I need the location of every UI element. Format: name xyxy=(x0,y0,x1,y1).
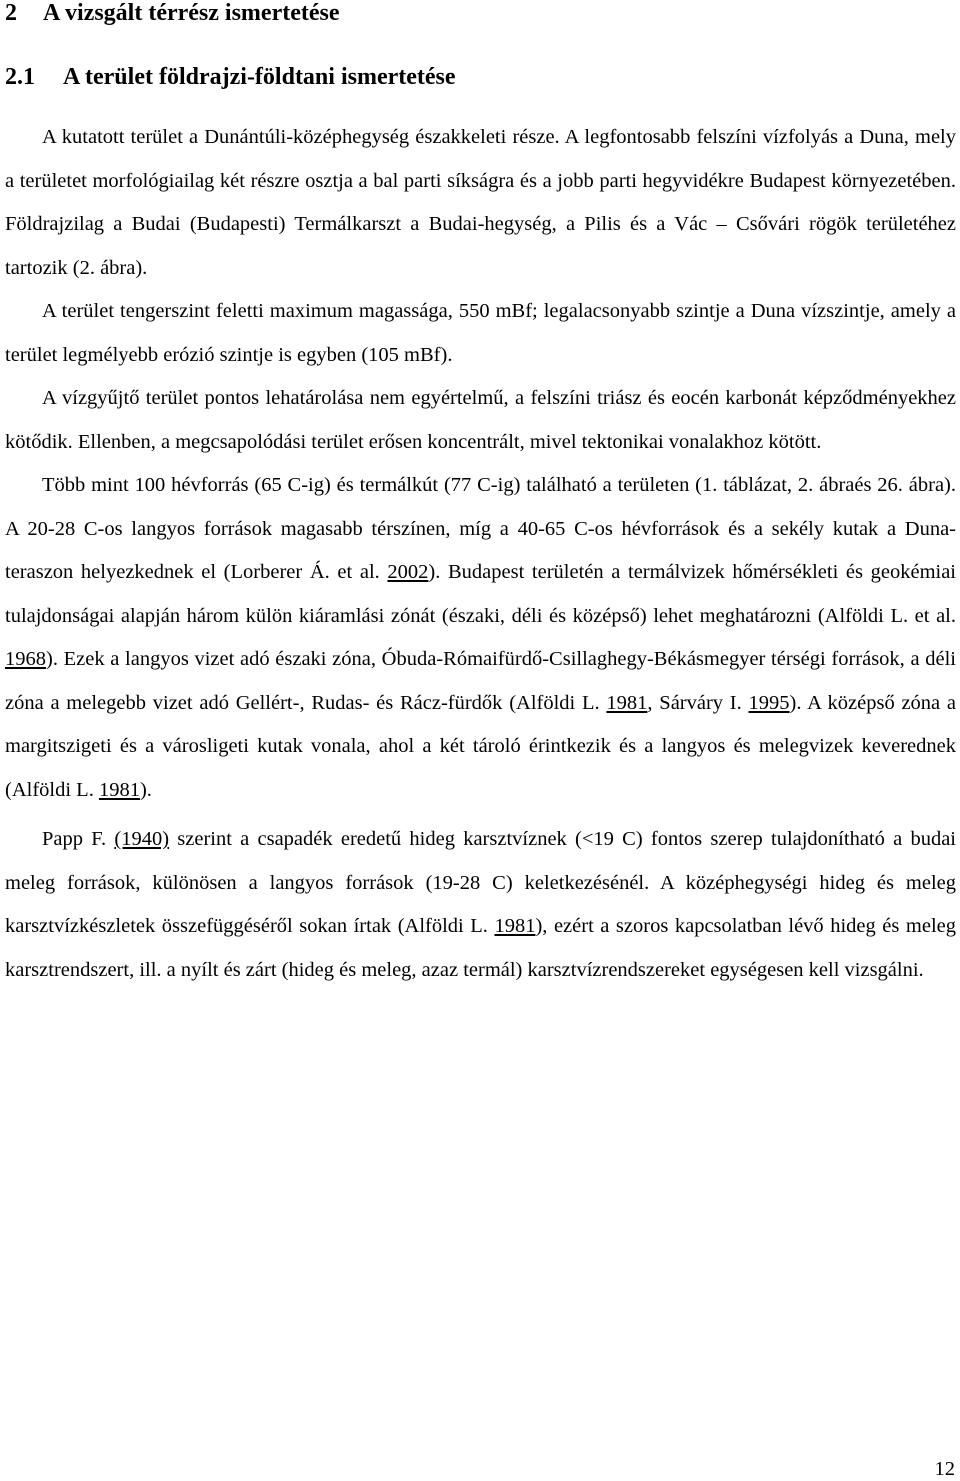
text-run: , Sárváry I. xyxy=(647,691,749,714)
paragraph-4 xyxy=(5,464,956,812)
text-run: ), ezért a szoros kapcsolatban lévő hideg és meleg karsztrendszert, ill. a nyílt és zárt (hideg és meleg, azaz termál) karsztvízrendszereket egységesen kell vizsgálni. xyxy=(5,915,956,981)
citation-link[interactable]: 1981 xyxy=(98,778,140,801)
paragraph-5 xyxy=(5,818,956,992)
page-number: 12 xyxy=(934,1458,955,1480)
text-run: ). xyxy=(139,778,152,801)
section-number: 2.1 xyxy=(5,64,35,90)
text-run: ). Ezek a langyos vizet adó északi zóna, Óbuda-Rómaifürdő-Csillaghegy-Békásmegyer térségi források, a déli zóna a melegebb vizet adó Gellért-, Rudas- és Rácz-fürdők (Alföldi L. xyxy=(5,648,956,714)
section-title: A terület földrajzi-földtani ismertetése xyxy=(63,64,456,90)
chapter-title: A vizsgált térrész ismertetése xyxy=(43,0,340,26)
text-run: ). Budapest területén a termálvizek hőmérsékleti és geokémiai tulajdonságai alapján három külön kiáramlási zónát (északi, déli és középső) lehet meghatározni (Alföldi L. et al. xyxy=(5,561,957,627)
paragraph-1: A kutatott terület a Dunántúli-középhegység északkeleti része. A legfontosabb felszíni vízfolyás a Duna, mely a területet morfológiailag két részre osztja a bal parti síkságra és a jobb parti hegyvidékre Budapest környezetében. Földrajzilag a Budai (Budapesti) Termálkarszt a Budai-hegység, a Pilis és a Vác – Csővári rögök területéhez tartozik (2. ábra). xyxy=(5,126,956,279)
paragraph-3: A vízgyűjtő terület pontos lehatárolása nem egyértelmű, a felszíni triász és eocén karbonát képződményekhez kötődik. Ellenben, a megcsapolódási terület erősen koncentrált, mivel tektonikai vonalakhoz kötött. xyxy=(5,387,956,453)
text-run: Papp F. xyxy=(42,828,115,850)
citation-link[interactable]: 2002 xyxy=(387,561,429,583)
section-body xyxy=(5,116,956,992)
citation-link[interactable]: 1968 xyxy=(5,648,46,670)
citation-link[interactable]: 1995 xyxy=(748,691,790,714)
citation-link[interactable]: (1940) xyxy=(114,828,170,850)
section-heading xyxy=(5,64,456,90)
chapter-heading xyxy=(5,0,340,26)
citation-link[interactable]: 1981 xyxy=(606,691,648,714)
paragraph-2: A terület tengerszint feletti maximum magassága, 550 mBf; legalacsonyabb szintje a Duna vízszintje, amely a terület legmélyebb erózió szintje is egyben (105 mBf). xyxy=(5,300,956,366)
text-run: Több mint 100 hévforrás (65 C-ig) és termálkút (77 C-ig) található a területen (1. táblázat, 2. ábraés 26. ábra). A 20-28 C-os langyos források magasabb térszínen, míg a 40-65 C-os hévforrások és a sekély kutak a Duna-teraszon helyezkednek el (Lorberer Á. et al. xyxy=(5,474,956,583)
citation-link[interactable]: 1981 xyxy=(494,915,536,937)
text-run: ). A középső zóna a margitszigeti és a városligeti kutak vonala, ahol a két tároló érintkezik és a langyos és melegvizek keverednek (Alföldi L. xyxy=(5,691,957,801)
text-run: szerint a csapadék eredetű hideg karsztvíznek (<19 C) fontos szerep tulajdonítható a budai meleg források, különösen a langyos források (19-28 C) keletkezésénél. A középhegységi hideg és meleg karsztvízkészletek összefüggéséről sokan írtak (Alföldi L. xyxy=(5,828,956,937)
chapter-number: 2 xyxy=(5,0,17,26)
